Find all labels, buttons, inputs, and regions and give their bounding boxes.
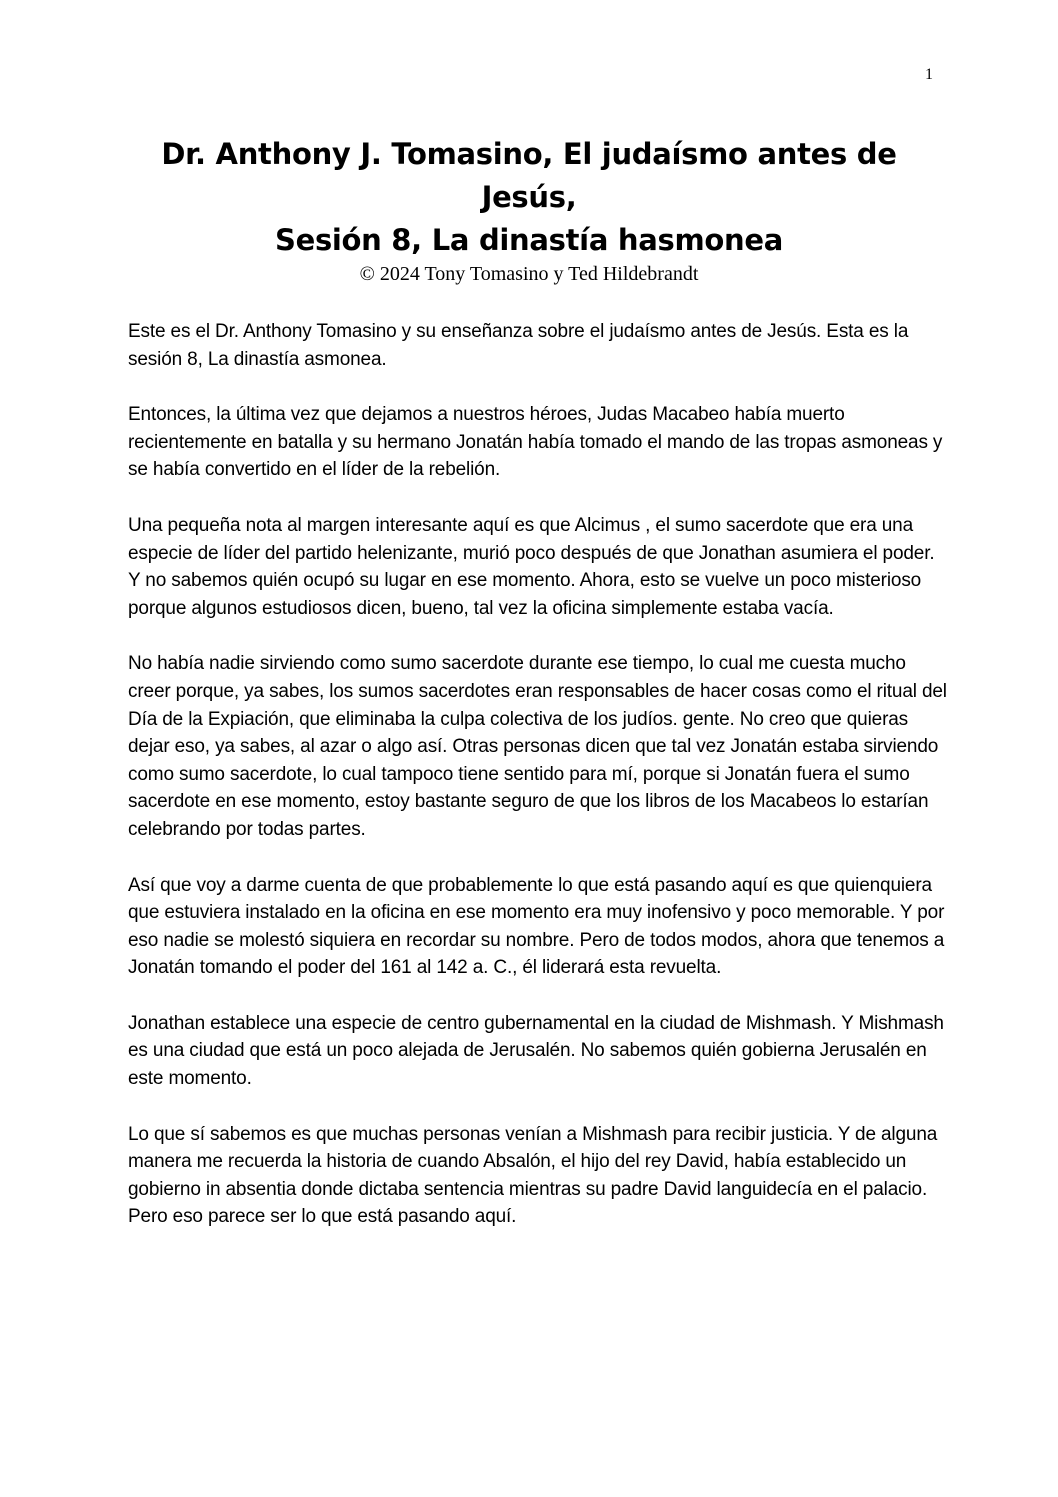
page-number: 1: [925, 66, 933, 83]
paragraph-1: Este es el Dr. Anthony Tomasino y su enseñanza sobre el judaísmo antes de Jesús. Esta es la sesión 8, La dinastía asmonea.: [128, 321, 909, 370]
title-line-1: Dr. Anthony J. Tomasino, El judaísmo antes de: [161, 137, 897, 171]
paragraph-6: Jonathan establece una especie de centro gubernamental en la ciudad de Mishmash. Y Mishmash es una ciudad que está un poco alejada de Jerusalén. No sabemos quién gobierna Jerusalén en este momento.: [128, 1012, 944, 1090]
paragraph-2: Entonces, la última vez que dejamos a nuestros héroes, Judas Macabeo había muerto recientemente en batalla y su hermano Jonatán había tomado el mando de las tropas asmoneas y se había convertido en el líder de la rebelión.: [128, 404, 943, 481]
copyright-line: © 2024 Tony Tomasino y Ted Hildebrandt: [359, 263, 699, 285]
document-body: [128, 318, 948, 1259]
paragraph-3: Una pequeña nota al margen interesante aquí es que Alcimus , el sumo sacerdote que era una especie de líder del partido helenizante, murió poco después de que Jonathan asumiera el poder. Y no sabemos quién ocupó su lugar en ese momento. Ahora, esto se vuelve un poco misterioso porque algunos estudiosos dicen, bueno, tal vez la oficina simplemente estaba vacía.: [128, 514, 935, 619]
paragraph-4: No había nadie sirviendo como sumo sacerdote durante ese tiempo, lo cual me cuesta mucho creer porque, ya sabes, los sumos sacerdotes eran responsables de hacer cosas como el ritual del Día de la Expiación, que eliminaba la culpa colectiva de los judíos. gente. No creo que quieras dejar eso, ya sabes, al azar o algo así. Otras personas dicen que tal vez Jonatán estaba sirviendo como sumo sacerdote, lo cual tampoco tiene sentido para mí, porque si Jonatán fuera el sumo sacerdote en ese momento, estoy bastante seguro de que los libros de los Macabeos lo estarían celebrando por todas partes.: [128, 653, 947, 840]
document-header: [128, 133, 930, 286]
paragraph-7: Lo que sí sabemos es que muchas personas venían a Mishmash para recibir justicia. Y de alguna manera me recuerda la historia de cuando Absalón, el hijo del rey David, había establecido un gobierno in absentia donde dictaba sentencia mientras su padre David languidecía en el palacio. Pero eso parece ser lo que está pasando aquí.: [128, 1123, 938, 1228]
paragraph-5: Así que voy a darme cuenta de que probablemente lo que está pasando aquí es que quienquiera que estuviera instalado en la oficina en ese momento era muy inofensivo y poco memorable. Y por eso nadie se molestó siquiera en recordar su nombre. Pero de todos modos, ahora que tenemos a Jonatán tomando el poder del 161 al 142 a. C., él liderará esta revuelta.: [128, 874, 945, 979]
title-line-3: Sesión 8, La dinastía hasmonea: [274, 223, 783, 257]
title-line-2: Jesús,: [481, 180, 577, 214]
document-title: [128, 133, 930, 262]
